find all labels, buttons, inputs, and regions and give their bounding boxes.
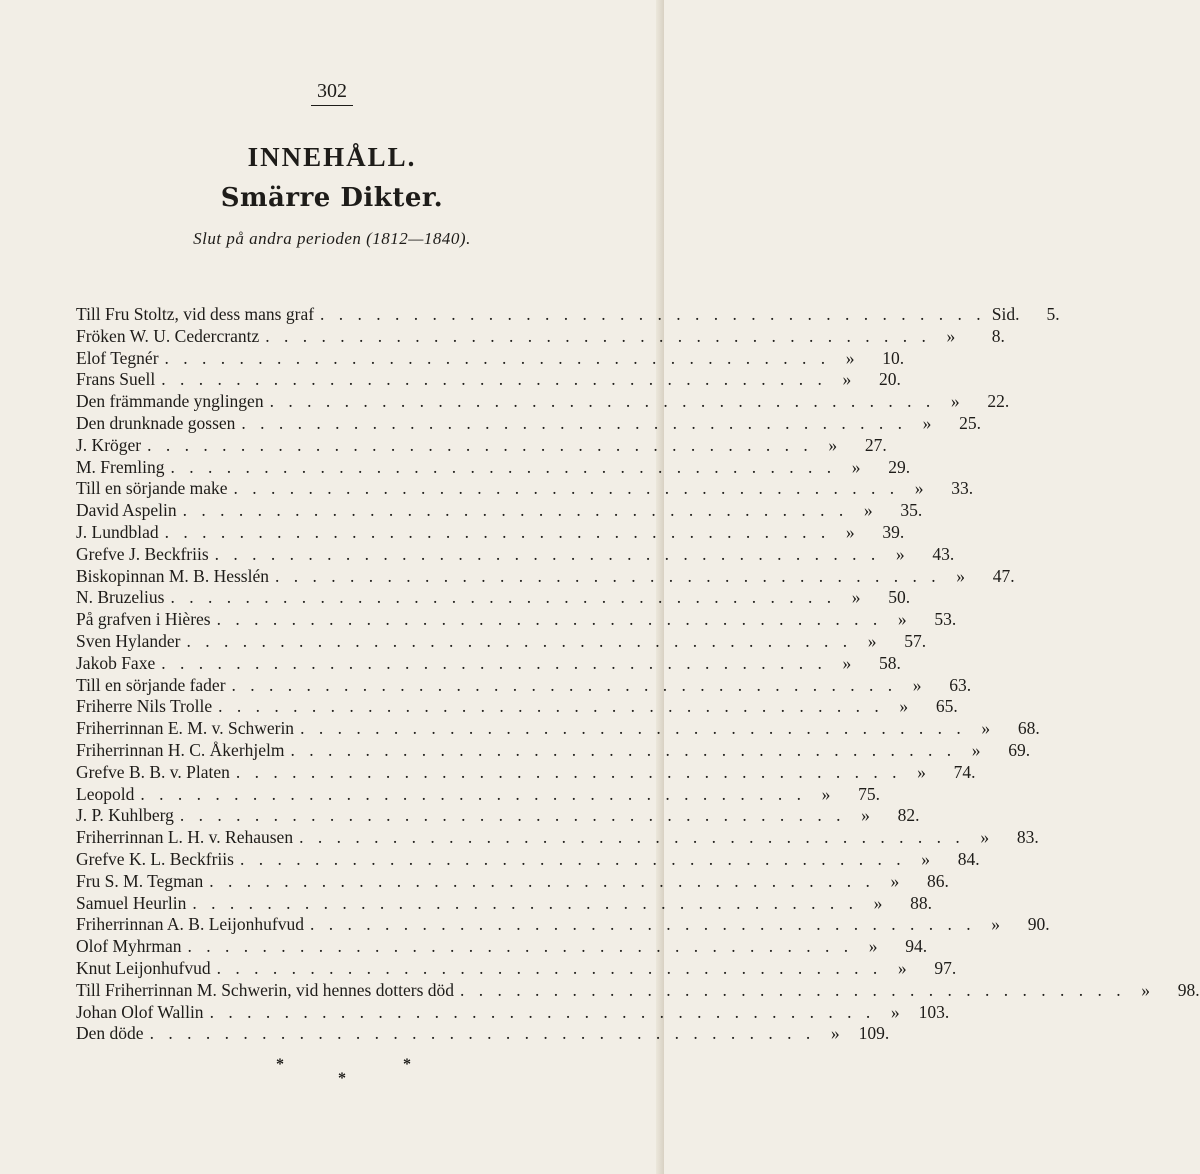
dot-leader: . . . . . . . . . . . . . . . . . . . . . . . . . . . . . . . . . . . . (269, 391, 936, 412)
dot-leader: . . . . . . . . . . . . . . . . . . . . . . . . . . . . . . . . . . . . (187, 936, 854, 957)
toc-entry-page-number: 84. (957, 848, 980, 869)
toc-entry-page-label: » (851, 587, 861, 608)
toc-entry-title: Biskopinnan M. B. Hesslén (76, 565, 269, 586)
toc-entry-title: Friherre Nils Trolle (76, 696, 213, 717)
section-title: Smärre Dikter. (220, 183, 444, 213)
dot-leader: . . . . . . . . . . . . . . . . . . . . . . . . . . . . . . . . . . . . (192, 892, 858, 913)
toc-entry (76, 696, 958, 718)
dot-leader: . . . . . . . . . . . . . . . . . . . . . . . . . . . . . . . . . . . . (216, 609, 883, 630)
toc-entry-page-label: » (950, 391, 960, 412)
toc-entry-page-label: » (842, 652, 852, 673)
page-title: INNEHÅLL. (247, 142, 417, 172)
toc-entry-title: Friherrinnan L. H. v. Rehausen (76, 827, 294, 848)
toc-entry-title: Sven Hylander (76, 630, 181, 651)
toc-entry-page-number: 65. (935, 696, 958, 717)
toc-entry-page-label: » (946, 325, 956, 346)
asterism (0, 1056, 664, 1086)
toc-entry (76, 630, 927, 653)
toc-entry (76, 827, 1039, 849)
dot-leader: . . . . . . . . . . . . . . . . . . . . . . . . . . . . . . . . . . . . (164, 347, 831, 368)
toc-entry-page-label: » (861, 805, 870, 826)
toc-entry-page-label: » (980, 827, 990, 848)
toc-entry (76, 456, 911, 479)
toc-entry-title: Friherrinnan H. C. Åkerhjelm (76, 739, 285, 760)
page-number (0, 80, 664, 106)
toc-entry-title: David Aspelin (76, 500, 177, 521)
toc-entry-page-label: » (917, 761, 926, 782)
dot-leader: . . . . . . . . . . . . . . . . . . . . . . . . . . . . . . . . . . . . (290, 739, 957, 760)
dot-leader: . . . . . . . . . . . . . . . . . . . . . . . . . . . . . . . . . . . . (460, 979, 1126, 1000)
toc-entry-title: M. Fremling (76, 456, 165, 477)
dot-leader: . . . . . . . . . . . . . . . . . . . . . . . . . . . . . . . . . . . . (140, 783, 806, 804)
toc-entry-page-number: 53. (934, 609, 957, 630)
toc-entry (76, 848, 980, 871)
toc-entry-title: Grefve B. B. v. Platen (76, 761, 230, 782)
toc-entry-page-label: » (895, 543, 905, 564)
toc-entry-page-number: 27. (864, 434, 887, 455)
toc-entry (76, 979, 1200, 1002)
toc-entry (76, 478, 974, 500)
toc-entry-page-label: » (897, 957, 907, 978)
toc-entry (76, 1023, 890, 1045)
toc-entry-page-label: » (845, 521, 855, 542)
dot-leader: . . . . . . . . . . . . . . . . . . . . . . . . . . . . . . . . . . . . (170, 587, 837, 608)
toc-entry-page-label: » (842, 369, 852, 390)
toc-entry-page-number: 39. (882, 521, 905, 542)
toc-entry-page-number: 22. (987, 391, 1010, 412)
page-number-text: 302 (311, 80, 353, 106)
toc-entry-page-number: 50. (888, 587, 911, 608)
toc-entry-page-label: » (873, 892, 883, 913)
dot-leader: . . . . . . . . . . . . . . . . . . . . . . . . . . . . . . . . . . . . (239, 848, 906, 869)
asterisk-right: * (403, 1056, 411, 1073)
toc-entry-page-number: 97. (934, 957, 957, 978)
toc-entry-title: Fru S. M. Tegman (76, 870, 204, 891)
dot-leader: . . . . . . . . . . . . . . . . . . . . . . . . . . . . . . . . . . . . (170, 456, 837, 477)
toc-entry-page-number: 94. (905, 936, 928, 957)
toc-entry-page-number: 90. (1027, 914, 1050, 935)
toc-entry-page-label: » (830, 1023, 840, 1044)
toc-entry-page-label: » (890, 1001, 900, 1022)
toc-entry (76, 347, 905, 370)
toc-entry (76, 521, 905, 544)
toc-entry (76, 391, 1010, 413)
toc-entry-page-number: 68. (1017, 718, 1040, 739)
toc-entry-title: Friherrinnan A. B. Leijonhufvud (76, 914, 304, 935)
toc-entry (76, 500, 923, 522)
toc-entry (76, 805, 920, 827)
toc-entry-page-number: 29. (888, 456, 911, 477)
toc-entry-page-number: 25. (959, 412, 982, 433)
dot-leader: . . . . . . . . . . . . . . . . . . . . . . . . . . . . . . . . . . . . (164, 521, 831, 542)
dot-leader: . . . . . . . . . . . . . . . . . . . . . . . . . . . . . . . . . . . . (218, 696, 884, 717)
toc-entry-page-number: 33. (951, 478, 974, 499)
toc-entry-title: Till Fru Stoltz, vid dess mans graf (76, 304, 315, 324)
toc-entry-page-number: 5. (1046, 304, 1060, 324)
toc-entry-title: Olof Myhrman (76, 936, 182, 957)
toc-entry-title: N. Bruzelius (76, 587, 165, 608)
toc-entry (76, 739, 1031, 762)
toc-entry-page-label: » (981, 718, 991, 739)
toc-entry-page-number: 43. (932, 543, 955, 564)
toc-entry-title: Leopold (76, 783, 135, 804)
toc-entry-title: Till Friherrinnan M. Schwerin, vid hennes dotters död (76, 979, 455, 1000)
toc-entry-page-label: » (922, 412, 932, 433)
toc-entry-page-number: 82. (897, 805, 920, 826)
toc-entry-page-number: 75. (858, 783, 880, 804)
toc-entry-title: Fröken W. U. Cedercrantz (76, 325, 260, 346)
toc-entry-title: Johan Olof Wallin (76, 1001, 204, 1022)
toc-entry-page-label: » (991, 914, 1000, 935)
toc-entry-title: Till en sörjande fader (76, 674, 226, 695)
toc-entry (76, 957, 957, 980)
toc-entry (76, 587, 911, 609)
dot-leader: . . . . . . . . . . . . . . . . . . . . . . . . . . . . . . . . . . . . (300, 718, 966, 739)
toc-entry-page-number: 109. (858, 1023, 890, 1044)
toc-entry (76, 892, 932, 915)
toc-entry-page-label: » (1141, 979, 1151, 1000)
toc-entry-page-number: 74. (953, 761, 976, 782)
toc-entry (76, 914, 1050, 936)
toc-entry-page-label: » (828, 434, 838, 455)
toc-entry-title: Grefve K. L. Beckfriis (76, 848, 234, 869)
toc-entry-page-number: 83. (1016, 827, 1039, 848)
toc-entry-page-number: 8. (991, 325, 1005, 346)
toc-entry-page-label: » (897, 609, 907, 630)
dot-leader: . . . . . . . . . . . . . . . . . . . . . . . . . . . . . . . . . . . . (216, 957, 883, 978)
toc-entry (76, 674, 972, 697)
toc-entry-title: På grafven i Hières (76, 609, 211, 630)
toc-entry-title: Samuel Heurlin (76, 892, 187, 913)
toc-entry (76, 434, 887, 457)
toc-entry (76, 761, 976, 784)
toc-entry (76, 783, 880, 806)
toc-entry (76, 936, 928, 958)
toc-entry-title: Grefve J. Beckfriis (76, 543, 209, 564)
toc-entry (76, 543, 955, 566)
dot-leader: . . . . . . . . . . . . . . . . . . . . . . . . . . . . . . . . . . . . (182, 500, 849, 521)
dot-leader: . . . . . . . . . . . . . . . . . . . . . . . . . . . . . . . . . . . . (179, 805, 846, 826)
dot-leader: . . . . . . . . . . . . . . . . . . . . . . . . . . . . . . . . . . . . (209, 870, 875, 891)
toc-entry (76, 1001, 950, 1024)
toc-entry-page-number: 86. (927, 870, 949, 891)
toc-entry (76, 412, 982, 435)
dot-leader: . . . . . . . . . . . . . . . . . . . . . . . . . . . . . . . . . . . . (149, 1023, 816, 1044)
dot-leader: . . . . . . . . . . . . . . . . . . . . . . . . . . . . . . . . . . . . (235, 761, 902, 782)
table-of-contents (76, 304, 1200, 1045)
dot-leader: . . . . . . . . . . . . . . . . . . . . . . . . . . . . . . . . . . . . (186, 630, 853, 651)
toc-entry-page-label: » (971, 739, 981, 760)
toc-entry (76, 304, 1060, 326)
toc-entry (76, 870, 949, 893)
dot-leader: . . . . . . . . . . . . . . . . . . . . . . . . . . . . . . . . . . . . (320, 304, 986, 324)
toc-entry-title: Jakob Faxe (76, 652, 156, 673)
toc-entry-page-label: » (867, 630, 877, 651)
toc-entry-page-label: » (890, 870, 900, 891)
toc-entry-page-number: 69. (1008, 739, 1031, 760)
toc-entry-page-number: 57. (904, 630, 927, 651)
dot-leader: . . . . . . . . . . . . . . . . . . . . . . . . . . . . . . . . . . . . (214, 543, 881, 564)
toc-entry-title: J. Lundblad (76, 521, 159, 542)
toc-entry (76, 565, 1015, 588)
dot-leader: . . . . . . . . . . . . . . . . . . . . . . . . . . . . . . . . . . . . (299, 827, 965, 848)
dot-leader: . . . . . . . . . . . . . . . . . . . . . . . . . . . . . . . . . . . . (265, 325, 931, 346)
toc-entry-page-number: 98. (1177, 979, 1200, 1000)
toc-entry-title: Friherrinnan E. M. v. Schwerin (76, 718, 295, 739)
toc-entry-title: Den drunknade gossen (76, 412, 236, 433)
toc-entry (76, 369, 901, 391)
toc-entry (76, 652, 901, 675)
toc-entry-title: Till en sörjande make (76, 478, 228, 499)
period-subtitle: Slut på andra perioden (1812—1840). (193, 229, 471, 248)
toc-entry-title: Den främmande ynglingen (76, 391, 264, 412)
toc-entry-page-label: » (921, 848, 930, 869)
toc-entry-page-label: » (914, 478, 924, 499)
toc-entry-title: J. Kröger (76, 434, 142, 455)
toc-entry-page-number: 63. (949, 674, 972, 695)
toc-entry-title: Den döde (76, 1023, 144, 1044)
dot-leader: . . . . . . . . . . . . . . . . . . . . . . . . . . . . . . . . . . . . (161, 652, 827, 673)
toc-entry-page-number: 35. (900, 500, 923, 521)
toc-entry-title: Elof Tegnér (76, 347, 159, 368)
dot-leader: . . . . . . . . . . . . . . . . . . . . . . . . . . . . . . . . . . . . (147, 434, 813, 455)
toc-entry-page-label: » (956, 565, 965, 586)
toc-entry-title: Frans Suell (76, 369, 156, 390)
toc-entry-page-number: 10. (882, 347, 905, 368)
toc-entry-page-label: » (845, 347, 855, 368)
dot-leader: . . . . . . . . . . . . . . . . . . . . . . . . . . . . . . . . . . . . (275, 565, 941, 586)
toc-entry-page-label: » (821, 783, 831, 804)
dot-leader: . . . . . . . . . . . . . . . . . . . . . . . . . . . . . . . . . . . . (241, 412, 908, 433)
toc-entry-page-number: 20. (879, 369, 901, 390)
toc-entry-page-label: » (912, 674, 922, 695)
toc-entry-page-label: Sid. (991, 304, 1020, 324)
dot-leader: . . . . . . . . . . . . . . . . . . . . . . . . . . . . . . . . . . . . (209, 1001, 876, 1022)
asterisk-left: * (276, 1056, 284, 1073)
toc-entry (76, 325, 1005, 348)
dot-leader: . . . . . . . . . . . . . . . . . . . . . . . . . . . . . . . . . . . . (231, 674, 898, 695)
toc-entry-page-number: 88. (910, 892, 932, 913)
asterisk-bottom: * (338, 1070, 346, 1087)
toc-entry (76, 609, 957, 631)
toc-entry-title: Knut Leijonhufvud (76, 957, 211, 978)
toc-entry-page-number: 47. (992, 565, 1015, 586)
dot-leader: . . . . . . . . . . . . . . . . . . . . . . . . . . . . . . . . . . . . (233, 478, 900, 499)
toc-entry (76, 718, 1040, 740)
toc-entry-page-label: » (851, 456, 861, 477)
dot-leader: . . . . . . . . . . . . . . . . . . . . . . . . . . . . . . . . . . . . (309, 914, 976, 935)
toc-entry-page-label: » (899, 696, 909, 717)
dot-leader: . . . . . . . . . . . . . . . . . . . . . . . . . . . . . . . . . . . . (161, 369, 827, 390)
toc-entry-page-label: » (868, 936, 878, 957)
toc-entry-page-number: 58. (878, 652, 901, 673)
toc-entry-title: J. P. Kuhlberg (76, 805, 174, 826)
toc-entry-page-number: 103. (918, 1001, 950, 1022)
toc-entry-page-label: » (863, 500, 873, 521)
